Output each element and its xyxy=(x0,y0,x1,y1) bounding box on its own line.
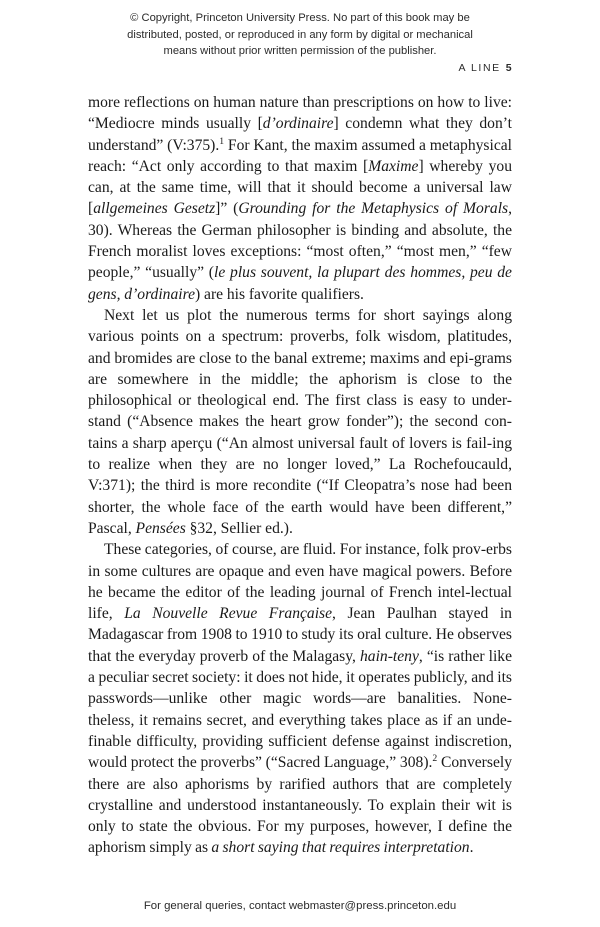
italic-run: Grounding for the Metaphysics of Morals xyxy=(238,200,509,218)
paragraph: more reflections on human nature than prescriptions on how to live: “Mediocre minds usually [d’ordinaire] condemn what they don’t understand” (V:375).$^1$ For Kant, the maxim assumed a metaphysical reach: “Act only according to that maxim [Maxime] whereby you can, at the same time, will that it should become a universal law [allgemeines Gesetz]” (Grounding for the Metaphysics of Morals, 30). Whereas the German philosopher is binding and absolute, the French moralist loves exceptions: “most often,” “most men,” “few people,” “usually” (le plus souvent, la plupart des hommes, peu de gens, d’ordinaire) are his favorite qualifiers. xyxy=(88,94,513,303)
italic-run: La Nouvelle Revue Française xyxy=(124,605,333,623)
page-footer xyxy=(0,900,600,912)
footer-text: For general queries, contact webmaster@press.princeton.edu xyxy=(143,900,457,912)
paragraph: Next let us plot the numerous terms for short sayings along various points on a spectrum: proverbs, folk wisdom, platitudes, and bromides are close to the banal extreme; maxims and epi-grams are somewhere in the middle; the aphorism is close to the philosophical or theological end. The first class is easy to under-stand (“Absence makes the heart grow fonder”); the second con-tains a sharp aperçu (“An almost universal fault of lovers is fail-ing to realize when they are no longer loved,” La Rochefoucauld, V:371); the third is more recondite (“If Cleopatra’s nose had been shorter, the whole face of the earth would have been different,” Pascal, Pensées §32, Sellier ed.). xyxy=(88,306,512,537)
copyright-notice xyxy=(70,10,530,60)
body-text xyxy=(88,92,512,859)
footnote-marker: 2 xyxy=(432,753,438,765)
italic-run: Maxime xyxy=(368,157,419,175)
italic-run: Pensées xyxy=(135,519,186,537)
italic-run: hain-teny xyxy=(359,647,419,665)
running-head xyxy=(88,62,512,74)
page-number: 5 xyxy=(505,62,512,74)
copyright-line-3: means without prior written permission of the publisher. xyxy=(163,45,437,57)
italic-run: le plus souvent, la plupart des hommes, peu de gens, d’ordinaire xyxy=(88,264,512,303)
footnote-marker: 1 xyxy=(219,135,225,147)
italic-run: a short saying that requires interpretation xyxy=(211,839,470,857)
italic-run: d’ordinaire xyxy=(262,115,334,133)
copyright-line-2: distributed, posted, or reproduced in any form by digital or mechanical xyxy=(127,28,473,41)
italic-run: allgemeines Gesetz xyxy=(93,200,216,218)
paragraph: These categories, of course, are fluid. For instance, folk prov-erbs in some cultures are opaque and even have magical powers. Before he became the editor of the leading journal of French intel-lectual life, La Nouvelle Revue Française, Jean Paulhan stayed in Madagascar from 1908 to 1910 to study its oral culture. He observes that the everyday proverb of the Malagasy, hain-teny, “is rather like a peculiar secret society: it does not hide, it operates publicly, and its passwords—unlike other magic words—are banalities. None-theless, it remains secret, and everything takes place as if an unde-finable difficulty, providing sufficient defense against indiscretion, would protect the proverbs” (“Sacred Language,” 308).$^2$ Conversely there are also aphorisms by rarified authors that are completely crystalline and understood instantaneously. To explain their wit is only to state the obvious. For my purposes, however, I define the aphorism simply as a short saying that requires interpretation. xyxy=(88,541,512,857)
copyright-line-1: © Copyright, Princeton University Press. No part of this book may be xyxy=(130,12,470,24)
running-head-title: A LINE xyxy=(458,62,501,74)
